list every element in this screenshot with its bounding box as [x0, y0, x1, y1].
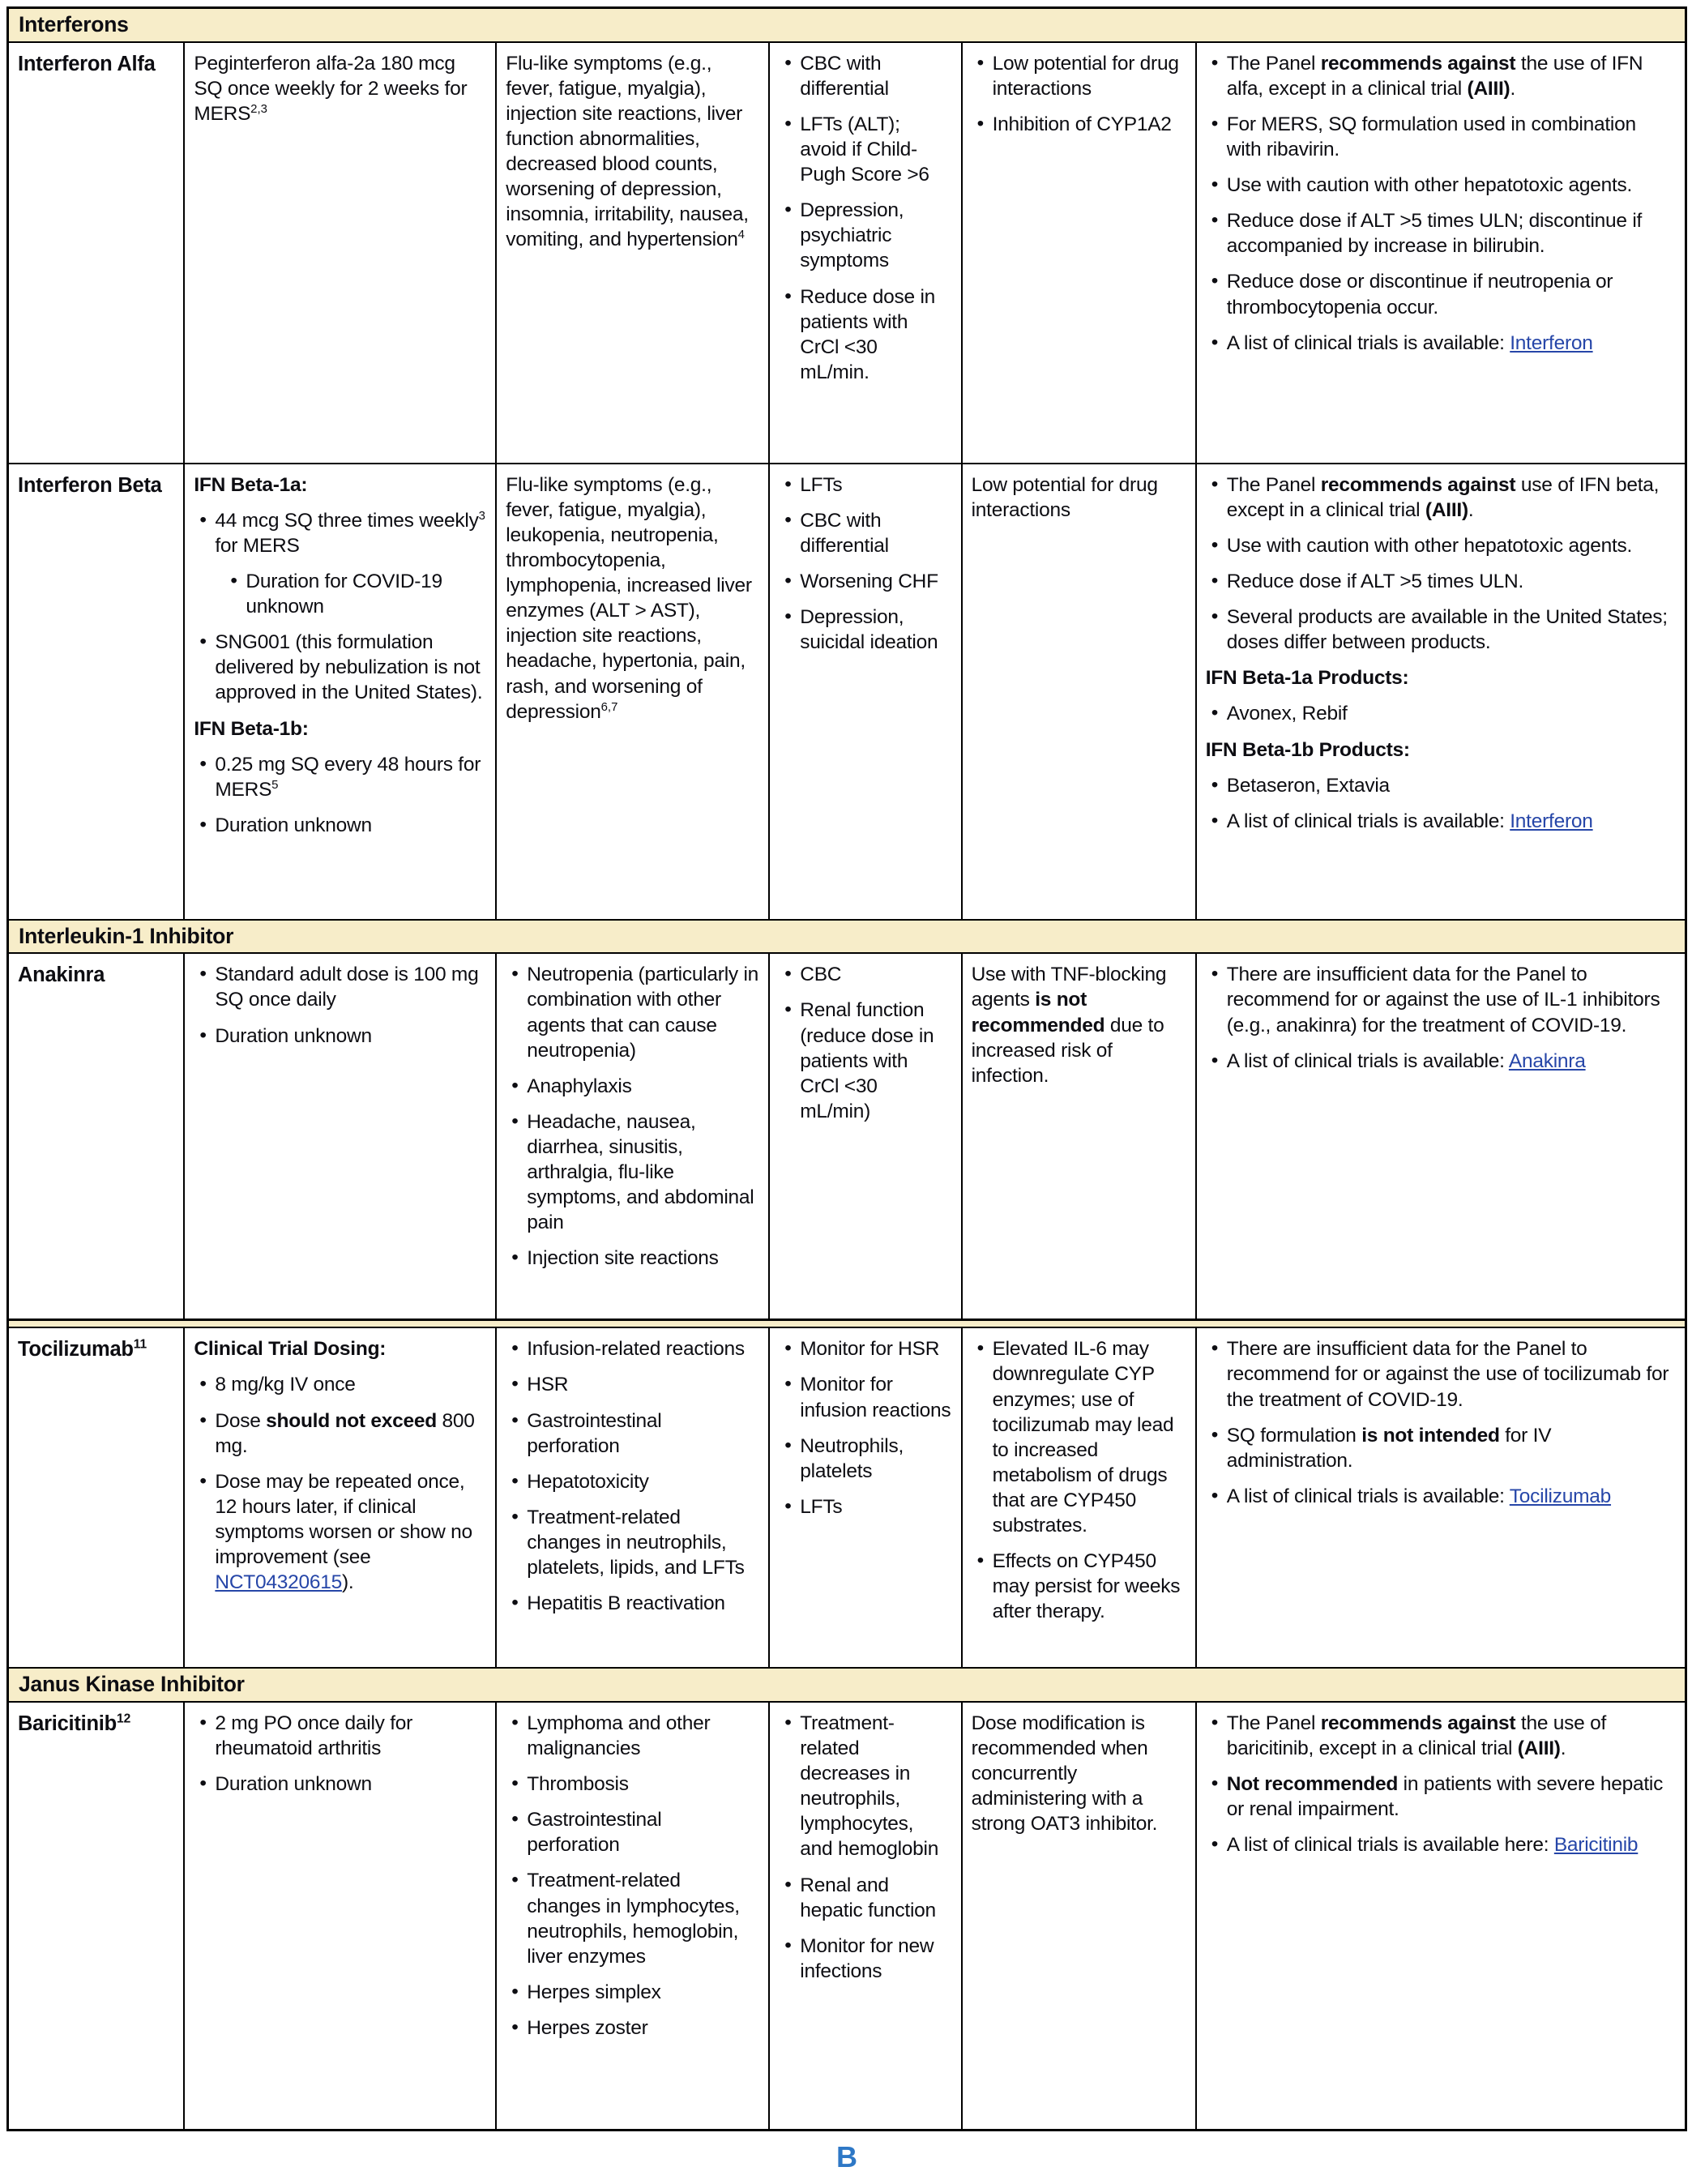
text-run: Tocilizumab [18, 1338, 134, 1361]
text-run: . [1560, 1737, 1566, 1760]
text-run: Betaseron, Extavia [1226, 774, 1390, 797]
cell-drug-name [9, 1703, 183, 2129]
text-run: Monitor for HSR [800, 1338, 940, 1361]
text-run: Depression, psychiatric symptoms [800, 199, 904, 272]
bullet-item [1206, 773, 1675, 798]
drug-row-anakinra [9, 952, 1685, 1319]
cell-drug-interactions [961, 954, 1195, 1319]
text-run: Baricitinib [18, 1712, 117, 1735]
text-run: Elevated IL-6 may downregulate CYP enzymes; use of tocilizumab may lead to increased metabolism of drugs that are CYP450 substrates. [992, 1338, 1174, 1537]
bullet-item [1206, 208, 1675, 259]
text-run: due to increased risk of infection. [971, 1014, 1164, 1087]
text-run: 44 mcg SQ three times weekly [215, 509, 479, 532]
text-run: Reduce dose if ALT >5 times ULN. [1226, 570, 1524, 592]
link-baricitinib[interactable]: Baricitinib [1553, 1834, 1639, 1857]
bullet-item [779, 1434, 951, 1484]
text-run: for IV administration. [1226, 1424, 1552, 1472]
paragraph [18, 472, 173, 498]
text-run: Reduce dose in patients with CrCl <30 mL/min. [800, 285, 936, 383]
bullet-item [506, 1408, 758, 1459]
superscript: 3 [478, 508, 485, 523]
section-header-janus-kinase-inhibitor: Janus Kinase Inhibitor [9, 1667, 1685, 1701]
text-run: A list of clinical trials is available here: [1226, 1834, 1554, 1857]
bullet-item [1206, 1832, 1675, 1857]
cell-comments [1195, 464, 1685, 919]
cell-dosing [183, 464, 495, 919]
text-run: IFN Beta-1a: [194, 473, 308, 496]
text-run: (AIII) [1425, 498, 1468, 521]
text-run: IFN Beta-1a Products: [1205, 667, 1409, 690]
text-run: ). [341, 1571, 354, 1594]
text-run: Duration unknown [215, 1024, 372, 1047]
text-run: There are insufficient data for the Panel to recommend for or against the use of tocilizumab for the treatment of COVID-19. [1226, 1338, 1669, 1411]
text-run: Renal function (reduce dose in patients with CrCl <30 mL/min) [800, 999, 934, 1122]
bullet-item [1206, 809, 1675, 834]
text-run: Neutrophils, platelets [800, 1434, 904, 1482]
bullet-item [1206, 1423, 1675, 1473]
text-run: Duration unknown [215, 814, 372, 836]
subheading [1206, 737, 1675, 763]
cell-drug-interactions [961, 43, 1195, 463]
text-run: (AIII) [1517, 1737, 1561, 1760]
text-run: should not exceed [266, 1409, 437, 1432]
bullet-item [1206, 472, 1675, 523]
link-anakinra[interactable]: Anakinra [1508, 1049, 1586, 1072]
text-run: Low potential for drug interactions [992, 52, 1179, 100]
text-run: A list of clinical trials is available: [1226, 1485, 1510, 1507]
text-run: Herpes zoster [527, 2017, 648, 2040]
section-header-interleukin-1-inhibitor: Interleukin-1 Inhibitor [9, 919, 1685, 953]
cell-dosing [183, 43, 495, 463]
bullet-item [506, 962, 758, 1062]
text-run: Injection site reactions [527, 1247, 719, 1270]
bullet-item [194, 962, 485, 1012]
text-run: Effects on CYP450 may persist for weeks after therapy. [992, 1550, 1181, 1623]
text-run: Monitor for infusion reactions [800, 1374, 951, 1421]
text-run: . [1468, 498, 1474, 521]
text-run: SNG001 (this formulation delivered by nebulization is not approved in the United States). [215, 631, 483, 704]
bullet-item [506, 1505, 758, 1580]
cell-drug-name [9, 954, 183, 1319]
bullet-item [1206, 1484, 1675, 1509]
superscript: 5 [271, 777, 279, 792]
text-run: Use with TNF-blocking agents [971, 964, 1167, 1011]
text-run: A list of clinical trials is available: [1226, 810, 1510, 832]
bullet-item [779, 284, 951, 385]
drug-row-tocilizumab [9, 1327, 1685, 1667]
bullet-item [779, 1336, 951, 1361]
text-run: Renal and hepatic function [800, 1874, 936, 1921]
text-run: is not intended [1361, 1424, 1500, 1447]
bullet-item [779, 1372, 951, 1422]
superscript: 4 [737, 228, 745, 242]
bullet-item [194, 1024, 485, 1049]
text-run: Depression, suicidal ideation [800, 606, 938, 654]
text-run: Flu-like symptoms (e.g., fever, fatigue, myalgia), injection site reactions, liver function abnormalities, decreased blood counts, worsening of depression, insomnia, irritability, nausea, vomiting, and hypertension [506, 52, 749, 251]
cell-adverse-events [495, 1328, 768, 1667]
cell-drug-name [9, 1328, 183, 1667]
paragraph [18, 51, 173, 77]
link-interferon[interactable]: Interferon [1510, 331, 1593, 354]
bullet-item [506, 1868, 758, 1968]
sub-bullet-item [224, 569, 485, 619]
text-run: For MERS, SQ formulation used in combination with ribavirin. [1226, 113, 1636, 160]
text-run: Reduce dose or discontinue if neutropenia or thrombocytopenia occur. [1226, 271, 1613, 318]
bullet-item [779, 1873, 951, 1923]
bullet-item [1206, 1049, 1675, 1074]
link-tocilizumab[interactable]: Tocilizumab [1509, 1485, 1612, 1507]
bullet-item [194, 1408, 485, 1459]
text-run: the use of baricitinib, except in a clinical trial [1226, 1712, 1607, 1760]
bullet-item [506, 2015, 758, 2041]
text-run: Infusion-related reactions [527, 1338, 745, 1361]
text-run: 2 mg PO once daily for rheumatoid arthritis [215, 1712, 413, 1760]
figure-label: B [836, 2139, 857, 2173]
text-run: CBC with differential [800, 52, 889, 100]
bullet-item [779, 51, 951, 101]
paragraph [18, 962, 173, 988]
bullet-item [1206, 701, 1675, 726]
subheading [194, 716, 485, 742]
text-run: LFTs (ALT); avoid if Child-Pugh Score >6 [800, 113, 929, 186]
bullet-item [1206, 269, 1675, 319]
text-run: Headache, nausea, diarrhea, sinusitis, arthralgia, flu-like symptoms, and abdominal pain [527, 1110, 754, 1234]
bullet-item [779, 112, 951, 187]
paragraph [18, 1336, 173, 1362]
superscript: 6,7 [600, 699, 618, 714]
paragraph [194, 51, 485, 126]
text-run: Hepatitis B reactivation [527, 1592, 725, 1615]
bullet-item [972, 51, 1186, 101]
cell-drug-interactions [961, 1703, 1195, 2129]
bullet-item [1206, 112, 1675, 162]
bullet-item [506, 1109, 758, 1236]
bullet-item [194, 1772, 485, 1797]
text-run: recommends against [1320, 52, 1516, 75]
bullet-item [779, 508, 951, 558]
cell-adverse-events [495, 464, 768, 919]
cell-monitoring [768, 954, 960, 1319]
bullet-item [194, 1711, 485, 1761]
bullet-item [1206, 1711, 1675, 1761]
bullet-item [779, 1711, 951, 1862]
bullet-item [779, 472, 951, 498]
cell-dosing [183, 1703, 495, 2129]
link-interferon[interactable]: Interferon [1510, 810, 1593, 832]
text-run: The Panel [1226, 52, 1321, 75]
text-run: Interferon Beta [18, 473, 162, 497]
drug-row-interferon-alfa [9, 41, 1685, 463]
text-run: The Panel [1226, 1712, 1321, 1734]
text-run: Treatment-related changes in neutrophils, platelets, lipids, and LFTs [527, 1506, 745, 1579]
text-run: Gastrointestinal perforation [527, 1809, 662, 1857]
text-run: Dose may be repeated once, 12 hours later, if clinical symptoms worsen or show no improvement (see [215, 1470, 472, 1569]
text-run: Anakinra [18, 964, 105, 987]
cell-monitoring [768, 1328, 960, 1667]
text-run: Several products are available in the United States; doses differ between products. [1226, 606, 1668, 654]
superscript: 2,3 [250, 101, 267, 116]
paragraph [506, 51, 758, 253]
text-run: Treatment-related changes in lymphocytes, neutrophils, hemoglobin, liver enzymes [527, 1870, 740, 1968]
bullet-item [1206, 962, 1675, 1037]
bullet-item [972, 1549, 1186, 1624]
text-run: for MERS [215, 534, 300, 557]
text-run: Flu-like symptoms (e.g., fever, fatigue, myalgia), leukopenia, neutropenia, thrombocytopenia, lymphopenia, increased liver enzymes (ALT > AST), injection site reactions, headache, hypertonia, pain, rash, and worsening of depression [506, 473, 752, 723]
paragraph [18, 1711, 173, 1737]
text-run: There are insufficient data for the Panel to recommend for or against the use of IL-1 inhibitors (e.g., anakinra) for the treatment of COVID-19. [1226, 964, 1660, 1036]
text-run: use of IFN beta, except in a clinical trial [1226, 473, 1660, 521]
text-run: (AIII) [1467, 77, 1510, 100]
text-run: Standard adult dose is 100 mg SQ once daily [215, 964, 479, 1011]
subheading [194, 472, 485, 498]
bullet-item [1206, 331, 1675, 356]
paragraph [506, 472, 758, 724]
bullet-item [1206, 569, 1675, 594]
bullet-item [779, 1494, 951, 1519]
text-run: recommends against [1320, 473, 1516, 496]
bullet-item [194, 630, 485, 705]
text-run: Anaphylaxis [527, 1075, 632, 1097]
bullet-item [779, 569, 951, 594]
drug-row-interferon-beta [9, 463, 1685, 919]
bullet-item [506, 1807, 758, 1857]
bullet-item [194, 752, 485, 802]
cell-monitoring [768, 464, 960, 919]
bullet-item [194, 1469, 485, 1596]
text-run: CBC with differential [800, 509, 889, 557]
superscript: 11 [133, 1337, 147, 1352]
text-run: Peginterferon alfa-2a 180 mcg SQ once weekly for 2 weeks for MERS [194, 52, 468, 125]
paragraph [972, 962, 1186, 1088]
text-run: Avonex, Rebif [1226, 703, 1348, 725]
text-run: Worsening CHF [800, 570, 938, 592]
text-run: Dose modification is recommended when concurrently administering with a strong OAT3 inhibitor. [971, 1712, 1158, 1836]
text-run: Gastrointestinal perforation [527, 1409, 662, 1457]
drug-information-table [6, 6, 1687, 2131]
text-run: Use with caution with other hepatotoxic agents. [1226, 174, 1633, 197]
text-run: in patients with severe hepatic or renal impairment. [1226, 1773, 1664, 1821]
bullet-item [506, 1246, 758, 1271]
text-run: . [1510, 77, 1516, 100]
text-run: A list of clinical trials is available: [1226, 331, 1510, 354]
bullet-item [1206, 173, 1675, 198]
text-run: Monitor for new infections [800, 1934, 934, 1982]
bullet-item [1206, 1772, 1675, 1822]
bullet-item [1206, 51, 1675, 101]
text-run: HSR [527, 1374, 569, 1396]
text-run: A list of clinical trials is available: [1226, 1049, 1509, 1072]
text-run: the use of IFN alfa, except in a clinical trial [1226, 52, 1643, 100]
subheading [1206, 665, 1675, 690]
subheading [194, 1336, 485, 1361]
cell-adverse-events [495, 43, 768, 463]
bullet-item [779, 605, 951, 655]
text-run: Not recommended [1226, 1773, 1399, 1796]
bullet-item [506, 1336, 758, 1361]
text-run: LFTs [800, 473, 843, 496]
cell-drug-name [9, 43, 183, 463]
bullet-item [779, 962, 951, 987]
bullet-item [506, 1074, 758, 1099]
bullet-item [779, 998, 951, 1124]
text-run: LFTs [800, 1495, 843, 1518]
cell-comments [1195, 954, 1685, 1319]
text-run: is not recommended [971, 989, 1105, 1036]
text-run: SQ formulation [1226, 1424, 1362, 1447]
bullet-item [506, 1772, 758, 1797]
bullet-item [506, 1591, 758, 1616]
text-run: 800 mg. [215, 1409, 475, 1457]
text-run: IFN Beta-1b Products: [1205, 738, 1410, 761]
bullet-item [506, 1711, 758, 1761]
text-run: Neutropenia (particularly in combination with other agents that can cause neutropenia) [527, 964, 759, 1062]
text-run: Duration unknown [215, 1773, 372, 1796]
text-run: CBC [800, 964, 842, 986]
text-run: Treatment-related decreases in neutrophils, lymphocytes, and hemoglobin [800, 1712, 939, 1861]
text-run: recommends against [1320, 1712, 1516, 1734]
cell-comments [1195, 43, 1685, 463]
section-header-interferons: Interferons [9, 9, 1685, 41]
text-run: 0.25 mg SQ every 48 hours for MERS [215, 753, 481, 801]
text-run: Reduce dose if ALT >5 times ULN; discontinue if accompanied by increase in bilirubin. [1226, 210, 1643, 258]
bullet-item [506, 1469, 758, 1494]
text-run: Duration for COVID-19 unknown [246, 570, 442, 618]
text-run: IFN Beta-1b: [194, 717, 309, 740]
bullet-item [194, 508, 485, 558]
cell-drug-name [9, 464, 183, 919]
text-run: Use with caution with other hepatotoxic agents. [1226, 534, 1633, 557]
text-run: Herpes simplex [527, 1981, 661, 2003]
text-run: Hepatotoxicity [527, 1470, 649, 1493]
superscript: 12 [116, 1712, 131, 1726]
bullet-item [1206, 533, 1675, 558]
drug-row-baricitinib [9, 1701, 1685, 2129]
text-run: Clinical Trial Dosing: [194, 1338, 387, 1361]
bullet-item [1206, 605, 1675, 655]
cell-drug-interactions [961, 1328, 1195, 1667]
bullet-item [972, 1336, 1186, 1538]
cell-comments [1195, 1328, 1685, 1667]
text-run: Dose [215, 1409, 267, 1432]
bullet-item [194, 813, 485, 838]
bullet-item [779, 1934, 951, 1984]
paragraph [972, 472, 1186, 523]
cell-dosing [183, 1328, 495, 1667]
paragraph [972, 1711, 1186, 1837]
bullet-item [779, 198, 951, 273]
text-run: Inhibition of CYP1A2 [992, 113, 1172, 135]
text-run: Lymphoma and other malignancies [527, 1712, 711, 1760]
cell-monitoring [768, 43, 960, 463]
bullet-item [506, 1980, 758, 2005]
bullet-item [194, 1372, 485, 1397]
text-run: Low potential for drug interactions [971, 473, 1158, 521]
bullet-item [972, 112, 1186, 137]
cell-adverse-events [495, 1703, 768, 2129]
section-separator [9, 1319, 1685, 1327]
text-run: 8 mg/kg IV once [215, 1374, 356, 1396]
text-run: The Panel [1226, 473, 1321, 496]
cell-comments [1195, 1703, 1685, 2129]
cell-drug-interactions [961, 464, 1195, 919]
text-run: Interferon Alfa [18, 52, 156, 75]
cell-adverse-events [495, 954, 768, 1319]
cell-dosing [183, 954, 495, 1319]
link-nct04320615[interactable]: NCT04320615 [215, 1571, 342, 1594]
cell-monitoring [768, 1703, 960, 2129]
bullet-item [506, 1372, 758, 1397]
bullet-item [1206, 1336, 1675, 1412]
text-run: Thrombosis [527, 1773, 629, 1796]
